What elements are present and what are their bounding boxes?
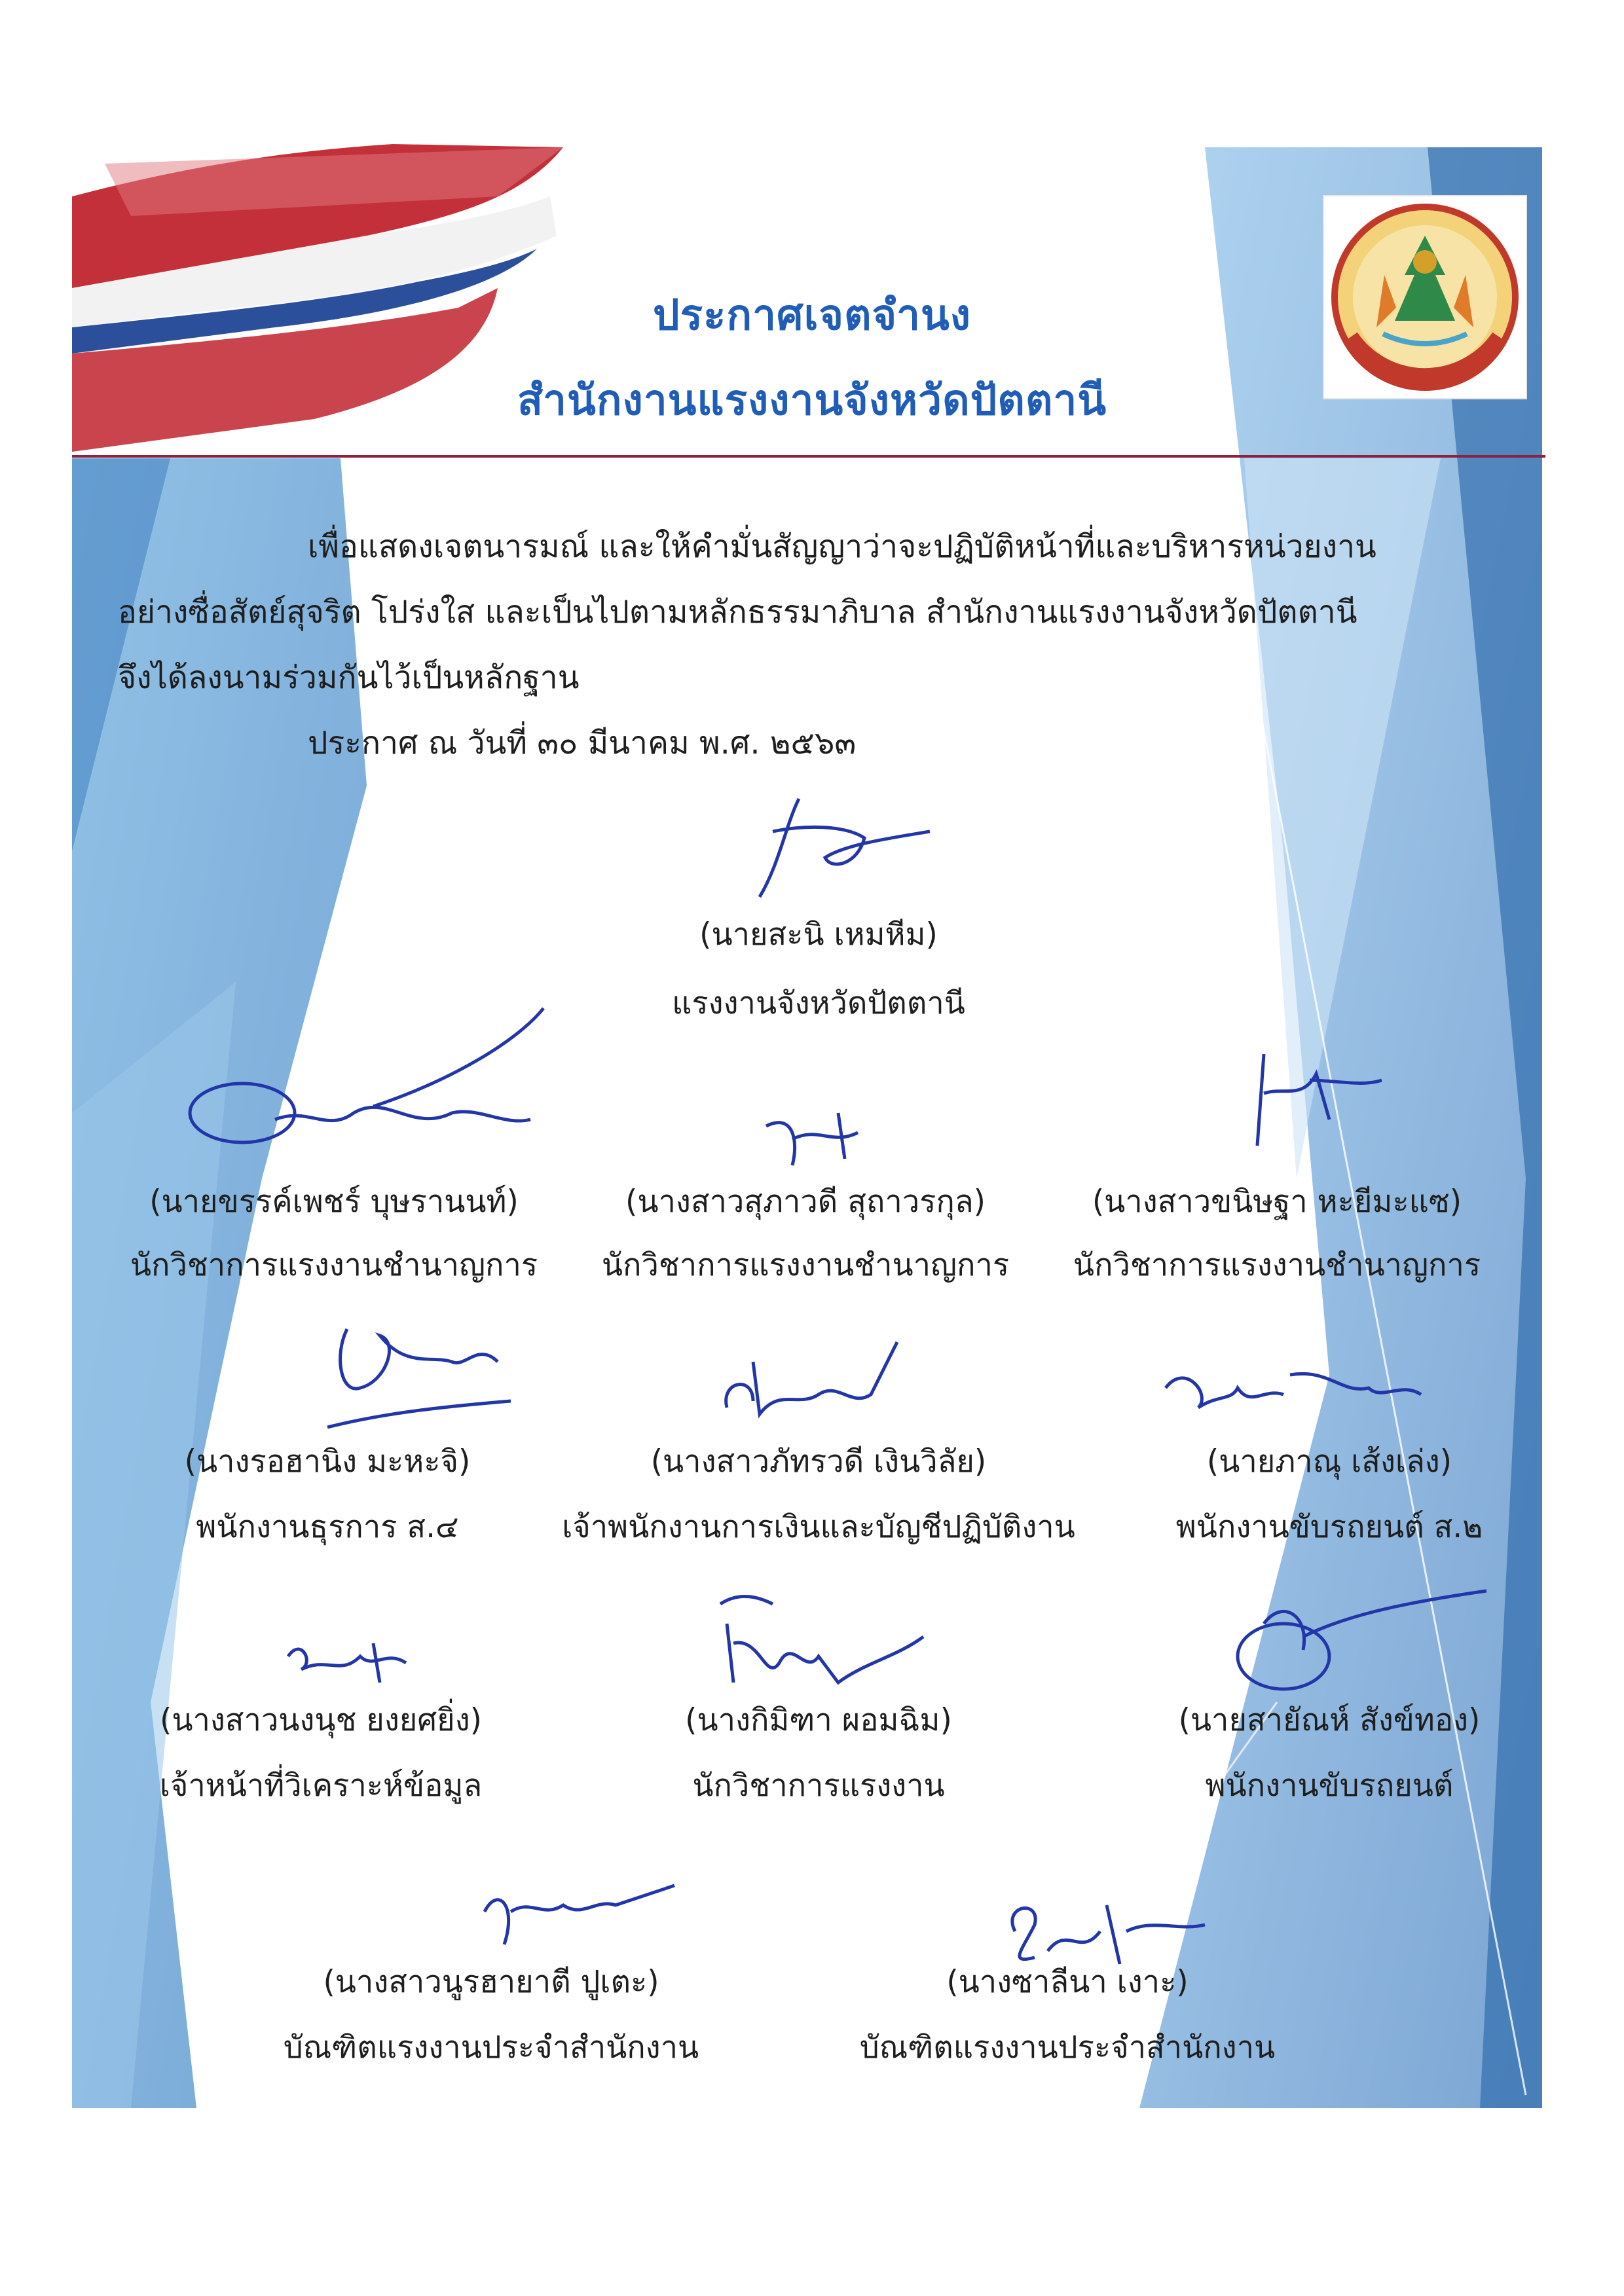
signatory-position-8: เจ้าหน้าที่วิเคราะห์ข้อมูล — [159, 1768, 483, 1804]
signatory-name-1: (นายสะนิ เหมหีม) — [699, 917, 938, 953]
signatory-position-6: เจ้าพนักงานการเงินและบัญชีปฏิบัติงาน — [562, 1509, 1075, 1545]
signature-11 — [471, 1872, 681, 1958]
signatory-name-2: (นายขรรค์เพชร์ บุษรานนท์) — [149, 1184, 519, 1220]
signature-3 — [753, 1100, 871, 1178]
signatory-name-3: (นางสาวสุภาวดี สุถาวรกุล) — [625, 1184, 986, 1220]
signatory-position-2: นักวิชาการแรงงานชำนาญการ — [130, 1247, 538, 1283]
paragraph-line-2: อย่างซื่อสัตย์สุจริต โปร่งใส และเป็นไปตามหลักธรรมาภิบาล สำนักงานแรงงานจังหวัดปัตตานี — [118, 594, 1357, 630]
signatory-name-6: (นางสาวภัทรวดี เงินวิลัย) — [650, 1444, 987, 1480]
signatory-name-11: (นางสาวนูรฮายาตี ปูเตะ) — [323, 1964, 659, 2000]
signature-1 — [733, 786, 943, 910]
signatory-position-3: นักวิชาการแรงงานชำนาญการ — [601, 1247, 1010, 1283]
signatory-position-11: บัณฑิตแรงงานประจำสำนักงาน — [283, 2030, 699, 2066]
signatory-position-5: พนักงานธุรการ ส.๔ — [196, 1509, 459, 1545]
date-line: ประกาศ ณ วันที่ ๓๐ มีนาคม พ.ศ. ๒๕๖๓ — [308, 725, 857, 761]
signatory-name-5: (นางรอฮานิง มะหะจิ) — [184, 1444, 471, 1480]
signatory-name-7: (นายภาณุ เส้งเล่ง) — [1206, 1444, 1452, 1480]
signature-6 — [714, 1329, 910, 1427]
signatory-name-9: (นางกิมิฑา ผอมฉิม) — [685, 1702, 952, 1738]
signatory-name-12: (นางซาลีนา เงาะ) — [946, 1964, 1189, 2000]
signature-10 — [1225, 1578, 1500, 1702]
signatory-name-8: (นางสาวนงนุช ยงยศยิ่ง) — [159, 1702, 482, 1738]
signature-9 — [707, 1584, 943, 1696]
signatory-name-4: (นางสาวขนิษฐา หะยีมะแซ) — [1092, 1184, 1462, 1220]
signatory-name-10: (นายสายัณห์ สังข์ทอง) — [1178, 1702, 1481, 1738]
paragraph-line-3: จึงได้ลงนามร่วมกันไว้เป็นหลักฐาน — [118, 659, 580, 696]
title-line-2: สำนักงานแรงงานจังหวัดปัตตานี — [517, 376, 1107, 425]
signature-2 — [177, 1002, 557, 1152]
signatory-position-10: พนักงานขับรถยนต์ — [1205, 1768, 1454, 1804]
signature-8 — [275, 1617, 432, 1689]
signatory-position-9: นักวิชาการแรงงาน — [692, 1768, 945, 1804]
signature-4 — [1231, 1041, 1388, 1152]
signatory-position-4: นักวิชาการแรงงานชำนาญการ — [1073, 1247, 1481, 1283]
paragraph-line-1: เพื่อแสดงเจตนารมณ์ และให้คำมั่นสัญญาว่าจะปฏิบัติหน้าที่และบริหารหน่วยงาน — [308, 528, 1376, 565]
signatory-position-12: บัณฑิตแรงงานประจำสำนักงาน — [859, 2030, 1276, 2066]
signature-5 — [301, 1303, 524, 1434]
signatory-position-7: พนักงานขับรถยนต์ ส.๒ — [1175, 1509, 1483, 1545]
signatory-position-1: แรงงานจังหวัดปัตตานี — [672, 985, 965, 1021]
signature-7 — [1159, 1349, 1434, 1434]
title-line-1: ประกาศเจตจำนง — [652, 291, 972, 340]
header-separator — [72, 455, 1545, 458]
